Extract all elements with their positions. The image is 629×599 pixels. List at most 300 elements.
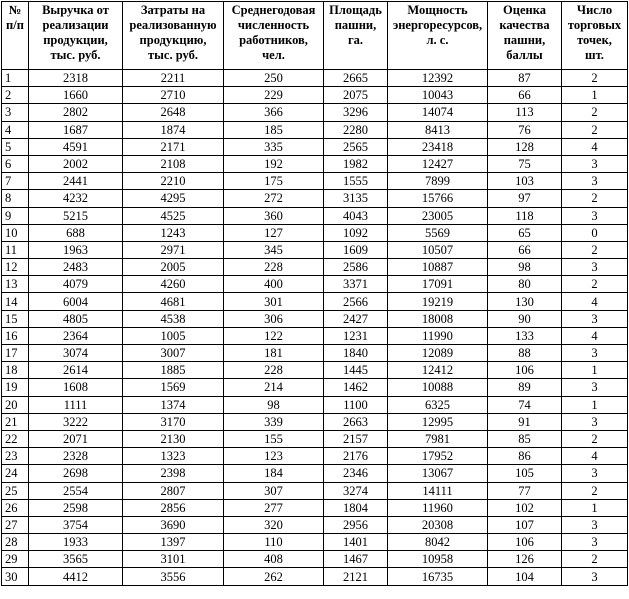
cell-revenue: 4079 bbox=[29, 276, 123, 293]
cell-revenue: 2698 bbox=[29, 465, 123, 482]
header-arable-area bbox=[324, 2, 388, 70]
cell-arable-area: 2586 bbox=[324, 259, 388, 276]
cell-energy-capacity: 11990 bbox=[388, 327, 488, 344]
cell-employees: 360 bbox=[224, 207, 324, 224]
cell-energy-capacity: 10887 bbox=[388, 259, 488, 276]
cell-employees: 122 bbox=[224, 327, 324, 344]
cell-arable-area: 1445 bbox=[324, 362, 388, 379]
cell-energy-capacity: 10088 bbox=[388, 379, 488, 396]
cell-revenue: 1687 bbox=[29, 121, 123, 138]
cell-employees: 98 bbox=[224, 396, 324, 413]
header-line: пашни, bbox=[503, 33, 546, 47]
header-line: Среднегодовая bbox=[231, 3, 316, 17]
header-index bbox=[2, 2, 29, 70]
cell-revenue: 3074 bbox=[29, 345, 123, 362]
cell-retail-points: 3 bbox=[562, 568, 628, 585]
header-costs bbox=[123, 2, 224, 70]
cell-costs: 4681 bbox=[123, 293, 224, 310]
cell-employees: 306 bbox=[224, 310, 324, 327]
cell-energy-capacity: 11960 bbox=[388, 499, 488, 516]
cell-soil-quality: 77 bbox=[488, 482, 562, 499]
cell-revenue: 3754 bbox=[29, 516, 123, 533]
document-page bbox=[1, 1, 628, 586]
cell-arable-area: 4043 bbox=[324, 207, 388, 224]
cell-soil-quality: 98 bbox=[488, 259, 562, 276]
cell-arable-area: 1401 bbox=[324, 534, 388, 551]
cell-retail-points: 1 bbox=[562, 362, 628, 379]
cell-revenue: 2441 bbox=[29, 173, 123, 190]
cell-arable-area: 2075 bbox=[324, 87, 388, 104]
cell-employees: 229 bbox=[224, 87, 324, 104]
cell-soil-quality: 91 bbox=[488, 413, 562, 430]
cell-index: 20 bbox=[2, 396, 29, 413]
cell-index: 29 bbox=[2, 551, 29, 568]
cell-soil-quality: 74 bbox=[488, 396, 562, 413]
table-row bbox=[2, 345, 628, 362]
cell-index: 27 bbox=[2, 516, 29, 533]
cell-employees: 339 bbox=[224, 413, 324, 430]
table-row bbox=[2, 87, 628, 104]
cell-arable-area: 3274 bbox=[324, 482, 388, 499]
table-row bbox=[2, 241, 628, 258]
cell-energy-capacity: 19219 bbox=[388, 293, 488, 310]
cell-soil-quality: 130 bbox=[488, 293, 562, 310]
cell-arable-area: 1100 bbox=[324, 396, 388, 413]
cell-retail-points: 3 bbox=[562, 379, 628, 396]
cell-soil-quality: 104 bbox=[488, 568, 562, 585]
cell-employees: 262 bbox=[224, 568, 324, 585]
cell-retail-points: 3 bbox=[562, 465, 628, 482]
cell-index: 21 bbox=[2, 413, 29, 430]
cell-costs: 2648 bbox=[123, 104, 224, 121]
cell-retail-points: 3 bbox=[562, 207, 628, 224]
table-row bbox=[2, 155, 628, 172]
cell-soil-quality: 126 bbox=[488, 551, 562, 568]
cell-arable-area: 1609 bbox=[324, 241, 388, 258]
cell-costs: 2807 bbox=[123, 482, 224, 499]
cell-energy-capacity: 10958 bbox=[388, 551, 488, 568]
cell-energy-capacity: 12995 bbox=[388, 413, 488, 430]
header-employees bbox=[224, 2, 324, 70]
cell-employees: 345 bbox=[224, 241, 324, 258]
table-row bbox=[2, 70, 628, 87]
cell-revenue: 1933 bbox=[29, 534, 123, 551]
cell-retail-points: 2 bbox=[562, 276, 628, 293]
cell-retail-points: 3 bbox=[562, 310, 628, 327]
cell-soil-quality: 103 bbox=[488, 173, 562, 190]
cell-costs: 2210 bbox=[123, 173, 224, 190]
cell-energy-capacity: 23418 bbox=[388, 138, 488, 155]
cell-index: 7 bbox=[2, 173, 29, 190]
cell-index: 24 bbox=[2, 465, 29, 482]
cell-costs: 1243 bbox=[123, 224, 224, 241]
cell-energy-capacity: 17952 bbox=[388, 448, 488, 465]
cell-retail-points: 3 bbox=[562, 173, 628, 190]
cell-index: 3 bbox=[2, 104, 29, 121]
cell-arable-area: 2956 bbox=[324, 516, 388, 533]
header-line: качества bbox=[499, 18, 550, 32]
cell-retail-points: 4 bbox=[562, 138, 628, 155]
cell-index: 6 bbox=[2, 155, 29, 172]
cell-costs: 1323 bbox=[123, 448, 224, 465]
cell-employees: 123 bbox=[224, 448, 324, 465]
cell-revenue: 1608 bbox=[29, 379, 123, 396]
table-row bbox=[2, 104, 628, 121]
cell-retail-points: 3 bbox=[562, 259, 628, 276]
cell-costs: 2130 bbox=[123, 430, 224, 447]
cell-retail-points: 0 bbox=[562, 224, 628, 241]
cell-index: 1 bbox=[2, 70, 29, 87]
table-row bbox=[2, 396, 628, 413]
cell-costs: 2710 bbox=[123, 87, 224, 104]
cell-index: 5 bbox=[2, 138, 29, 155]
cell-costs: 2398 bbox=[123, 465, 224, 482]
cell-energy-capacity: 18008 bbox=[388, 310, 488, 327]
cell-soil-quality: 80 bbox=[488, 276, 562, 293]
cell-revenue: 2364 bbox=[29, 327, 123, 344]
cell-arable-area: 1462 bbox=[324, 379, 388, 396]
header-line: продукцию, bbox=[139, 33, 207, 47]
cell-arable-area: 1982 bbox=[324, 155, 388, 172]
header-line: Выручка от bbox=[42, 3, 109, 17]
cell-retail-points: 2 bbox=[562, 241, 628, 258]
header-line: торговых bbox=[567, 18, 622, 32]
header-line: продукции, bbox=[43, 33, 108, 47]
cell-revenue: 4412 bbox=[29, 568, 123, 585]
cell-revenue: 3565 bbox=[29, 551, 123, 568]
cell-retail-points: 1 bbox=[562, 499, 628, 516]
cell-retail-points: 4 bbox=[562, 293, 628, 310]
cell-soil-quality: 113 bbox=[488, 104, 562, 121]
table-row bbox=[2, 121, 628, 138]
table-row bbox=[2, 379, 628, 396]
cell-employees: 155 bbox=[224, 430, 324, 447]
cell-costs: 1397 bbox=[123, 534, 224, 551]
cell-employees: 250 bbox=[224, 70, 324, 87]
cell-costs: 1005 bbox=[123, 327, 224, 344]
cell-costs: 2971 bbox=[123, 241, 224, 258]
cell-energy-capacity: 7899 bbox=[388, 173, 488, 190]
table-row bbox=[2, 568, 628, 585]
cell-costs: 1374 bbox=[123, 396, 224, 413]
cell-arable-area: 2157 bbox=[324, 430, 388, 447]
cell-index: 25 bbox=[2, 482, 29, 499]
table-row bbox=[2, 224, 628, 241]
cell-index: 15 bbox=[2, 310, 29, 327]
cell-revenue: 2802 bbox=[29, 104, 123, 121]
cell-arable-area: 1804 bbox=[324, 499, 388, 516]
cell-revenue: 2328 bbox=[29, 448, 123, 465]
header-line: тыс. руб. bbox=[50, 48, 101, 62]
cell-employees: 277 bbox=[224, 499, 324, 516]
cell-costs: 4295 bbox=[123, 190, 224, 207]
cell-soil-quality: 90 bbox=[488, 310, 562, 327]
header-line: п/п bbox=[6, 18, 24, 32]
cell-employees: 192 bbox=[224, 155, 324, 172]
cell-energy-capacity: 10043 bbox=[388, 87, 488, 104]
cell-energy-capacity: 6325 bbox=[388, 396, 488, 413]
cell-soil-quality: 87 bbox=[488, 70, 562, 87]
cell-costs: 4260 bbox=[123, 276, 224, 293]
cell-energy-capacity: 8413 bbox=[388, 121, 488, 138]
cell-retail-points: 4 bbox=[562, 327, 628, 344]
cell-energy-capacity: 12392 bbox=[388, 70, 488, 87]
cell-arable-area: 1231 bbox=[324, 327, 388, 344]
cell-arable-area: 1555 bbox=[324, 173, 388, 190]
cell-energy-capacity: 12427 bbox=[388, 155, 488, 172]
cell-arable-area: 2346 bbox=[324, 465, 388, 482]
header-revenue bbox=[29, 2, 123, 70]
cell-index: 26 bbox=[2, 499, 29, 516]
cell-costs: 3101 bbox=[123, 551, 224, 568]
cell-revenue: 2598 bbox=[29, 499, 123, 516]
cell-soil-quality: 128 bbox=[488, 138, 562, 155]
cell-soil-quality: 118 bbox=[488, 207, 562, 224]
cell-costs: 3690 bbox=[123, 516, 224, 533]
header-line: чел. bbox=[262, 48, 285, 62]
table-row bbox=[2, 276, 628, 293]
cell-retail-points: 3 bbox=[562, 534, 628, 551]
cell-costs: 2171 bbox=[123, 138, 224, 155]
cell-index: 19 bbox=[2, 379, 29, 396]
cell-revenue: 1660 bbox=[29, 87, 123, 104]
header-line: Затраты на bbox=[140, 3, 206, 17]
cell-arable-area: 2665 bbox=[324, 70, 388, 87]
cell-revenue: 1963 bbox=[29, 241, 123, 258]
table-row bbox=[2, 293, 628, 310]
cell-index: 16 bbox=[2, 327, 29, 344]
cell-revenue: 4805 bbox=[29, 310, 123, 327]
cell-employees: 400 bbox=[224, 276, 324, 293]
header-line: работников, bbox=[239, 33, 308, 47]
cell-revenue: 6004 bbox=[29, 293, 123, 310]
cell-employees: 335 bbox=[224, 138, 324, 155]
cell-retail-points: 2 bbox=[562, 430, 628, 447]
header-line: баллы bbox=[506, 48, 543, 62]
cell-soil-quality: 106 bbox=[488, 534, 562, 551]
cell-soil-quality: 97 bbox=[488, 190, 562, 207]
table-row bbox=[2, 138, 628, 155]
table-row bbox=[2, 362, 628, 379]
header-retail-points bbox=[562, 2, 628, 70]
header-line: л. с. bbox=[426, 33, 449, 47]
cell-energy-capacity: 14074 bbox=[388, 104, 488, 121]
cell-soil-quality: 66 bbox=[488, 87, 562, 104]
data-table bbox=[1, 1, 628, 586]
header-line: Мощность bbox=[407, 3, 468, 17]
cell-employees: 307 bbox=[224, 482, 324, 499]
table-row bbox=[2, 310, 628, 327]
cell-index: 22 bbox=[2, 430, 29, 447]
cell-energy-capacity: 17091 bbox=[388, 276, 488, 293]
cell-retail-points: 1 bbox=[562, 396, 628, 413]
cell-energy-capacity: 14111 bbox=[388, 482, 488, 499]
cell-revenue: 3222 bbox=[29, 413, 123, 430]
cell-arable-area: 3135 bbox=[324, 190, 388, 207]
cell-energy-capacity: 8042 bbox=[388, 534, 488, 551]
cell-soil-quality: 88 bbox=[488, 345, 562, 362]
cell-retail-points: 2 bbox=[562, 190, 628, 207]
header-line: Оценка bbox=[503, 3, 546, 17]
cell-retail-points: 2 bbox=[562, 551, 628, 568]
cell-arable-area: 1840 bbox=[324, 345, 388, 362]
cell-retail-points: 3 bbox=[562, 345, 628, 362]
table-row bbox=[2, 413, 628, 430]
table-row bbox=[2, 190, 628, 207]
header-line: пашни, bbox=[334, 18, 377, 32]
cell-index: 8 bbox=[2, 190, 29, 207]
cell-arable-area: 2280 bbox=[324, 121, 388, 138]
cell-soil-quality: 85 bbox=[488, 430, 562, 447]
cell-arable-area: 1092 bbox=[324, 224, 388, 241]
cell-energy-capacity: 12412 bbox=[388, 362, 488, 379]
cell-employees: 184 bbox=[224, 465, 324, 482]
header-energy-capacity bbox=[388, 2, 488, 70]
cell-employees: 228 bbox=[224, 259, 324, 276]
cell-costs: 1874 bbox=[123, 121, 224, 138]
cell-revenue: 2554 bbox=[29, 482, 123, 499]
cell-soil-quality: 89 bbox=[488, 379, 562, 396]
cell-index: 28 bbox=[2, 534, 29, 551]
cell-arable-area: 1467 bbox=[324, 551, 388, 568]
cell-employees: 366 bbox=[224, 104, 324, 121]
header-line: энергоресурсов, bbox=[392, 18, 483, 32]
cell-employees: 127 bbox=[224, 224, 324, 241]
cell-arable-area: 2663 bbox=[324, 413, 388, 430]
header-line: № bbox=[8, 3, 22, 17]
cell-arable-area: 2121 bbox=[324, 568, 388, 585]
cell-costs: 2856 bbox=[123, 499, 224, 516]
cell-soil-quality: 76 bbox=[488, 121, 562, 138]
table-body bbox=[2, 70, 628, 586]
cell-index: 9 bbox=[2, 207, 29, 224]
cell-retail-points: 4 bbox=[562, 448, 628, 465]
table-row bbox=[2, 259, 628, 276]
cell-soil-quality: 75 bbox=[488, 155, 562, 172]
cell-retail-points: 3 bbox=[562, 155, 628, 172]
cell-revenue: 1111 bbox=[29, 396, 123, 413]
header-line: тыс. руб. bbox=[148, 48, 198, 62]
cell-arable-area: 3371 bbox=[324, 276, 388, 293]
cell-index: 17 bbox=[2, 345, 29, 362]
cell-revenue: 2002 bbox=[29, 155, 123, 172]
cell-index: 30 bbox=[2, 568, 29, 585]
cell-soil-quality: 106 bbox=[488, 362, 562, 379]
cell-employees: 181 bbox=[224, 345, 324, 362]
cell-costs: 2108 bbox=[123, 155, 224, 172]
cell-employees: 175 bbox=[224, 173, 324, 190]
cell-energy-capacity: 15766 bbox=[388, 190, 488, 207]
header-soil-quality bbox=[488, 2, 562, 70]
cell-employees: 214 bbox=[224, 379, 324, 396]
cell-retail-points: 2 bbox=[562, 104, 628, 121]
header-line: реализации bbox=[42, 18, 109, 32]
cell-energy-capacity: 5569 bbox=[388, 224, 488, 241]
cell-employees: 320 bbox=[224, 516, 324, 533]
cell-soil-quality: 107 bbox=[488, 516, 562, 533]
cell-employees: 185 bbox=[224, 121, 324, 138]
cell-soil-quality: 105 bbox=[488, 465, 562, 482]
cell-retail-points: 2 bbox=[562, 482, 628, 499]
header-line: реализованную bbox=[129, 18, 217, 32]
cell-revenue: 688 bbox=[29, 224, 123, 241]
cell-soil-quality: 66 bbox=[488, 241, 562, 258]
cell-energy-capacity: 10507 bbox=[388, 241, 488, 258]
table-row bbox=[2, 448, 628, 465]
header-line: численность bbox=[237, 18, 310, 32]
cell-costs: 1569 bbox=[123, 379, 224, 396]
cell-retail-points: 1 bbox=[562, 87, 628, 104]
table-row bbox=[2, 482, 628, 499]
table-row bbox=[2, 516, 628, 533]
cell-employees: 110 bbox=[224, 534, 324, 551]
cell-retail-points: 2 bbox=[562, 121, 628, 138]
header-line: га. bbox=[347, 33, 364, 47]
cell-index: 10 bbox=[2, 224, 29, 241]
cell-revenue: 4232 bbox=[29, 190, 123, 207]
header-line: Число bbox=[576, 3, 613, 17]
cell-index: 2 bbox=[2, 87, 29, 104]
cell-arable-area: 2176 bbox=[324, 448, 388, 465]
table-header-row bbox=[2, 2, 628, 70]
cell-costs: 3170 bbox=[123, 413, 224, 430]
cell-arable-area: 2427 bbox=[324, 310, 388, 327]
cell-employees: 301 bbox=[224, 293, 324, 310]
cell-employees: 408 bbox=[224, 551, 324, 568]
cell-revenue: 4591 bbox=[29, 138, 123, 155]
cell-energy-capacity: 13067 bbox=[388, 465, 488, 482]
table-row bbox=[2, 327, 628, 344]
cell-revenue: 2483 bbox=[29, 259, 123, 276]
cell-revenue: 2071 bbox=[29, 430, 123, 447]
cell-index: 12 bbox=[2, 259, 29, 276]
header-line: шт. bbox=[585, 48, 604, 62]
cell-index: 18 bbox=[2, 362, 29, 379]
cell-employees: 272 bbox=[224, 190, 324, 207]
cell-arable-area: 2565 bbox=[324, 138, 388, 155]
cell-employees: 228 bbox=[224, 362, 324, 379]
cell-energy-capacity: 23005 bbox=[388, 207, 488, 224]
cell-costs: 4525 bbox=[123, 207, 224, 224]
cell-retail-points: 3 bbox=[562, 413, 628, 430]
cell-energy-capacity: 7981 bbox=[388, 430, 488, 447]
cell-arable-area: 3296 bbox=[324, 104, 388, 121]
cell-energy-capacity: 20308 bbox=[388, 516, 488, 533]
cell-soil-quality: 133 bbox=[488, 327, 562, 344]
header-line: Площадь bbox=[329, 3, 382, 17]
cell-revenue: 5215 bbox=[29, 207, 123, 224]
table-row bbox=[2, 551, 628, 568]
header-line: точек, bbox=[577, 33, 612, 47]
cell-revenue: 2318 bbox=[29, 70, 123, 87]
cell-soil-quality: 102 bbox=[488, 499, 562, 516]
table-row bbox=[2, 534, 628, 551]
table-row bbox=[2, 499, 628, 516]
cell-costs: 1885 bbox=[123, 362, 224, 379]
table-row bbox=[2, 173, 628, 190]
table-row bbox=[2, 207, 628, 224]
cell-index: 4 bbox=[2, 121, 29, 138]
table-row bbox=[2, 465, 628, 482]
cell-costs: 2211 bbox=[123, 70, 224, 87]
cell-arable-area: 2566 bbox=[324, 293, 388, 310]
cell-index: 14 bbox=[2, 293, 29, 310]
cell-soil-quality: 65 bbox=[488, 224, 562, 241]
cell-costs: 2005 bbox=[123, 259, 224, 276]
cell-costs: 4538 bbox=[123, 310, 224, 327]
table-row bbox=[2, 430, 628, 447]
cell-retail-points: 2 bbox=[562, 70, 628, 87]
